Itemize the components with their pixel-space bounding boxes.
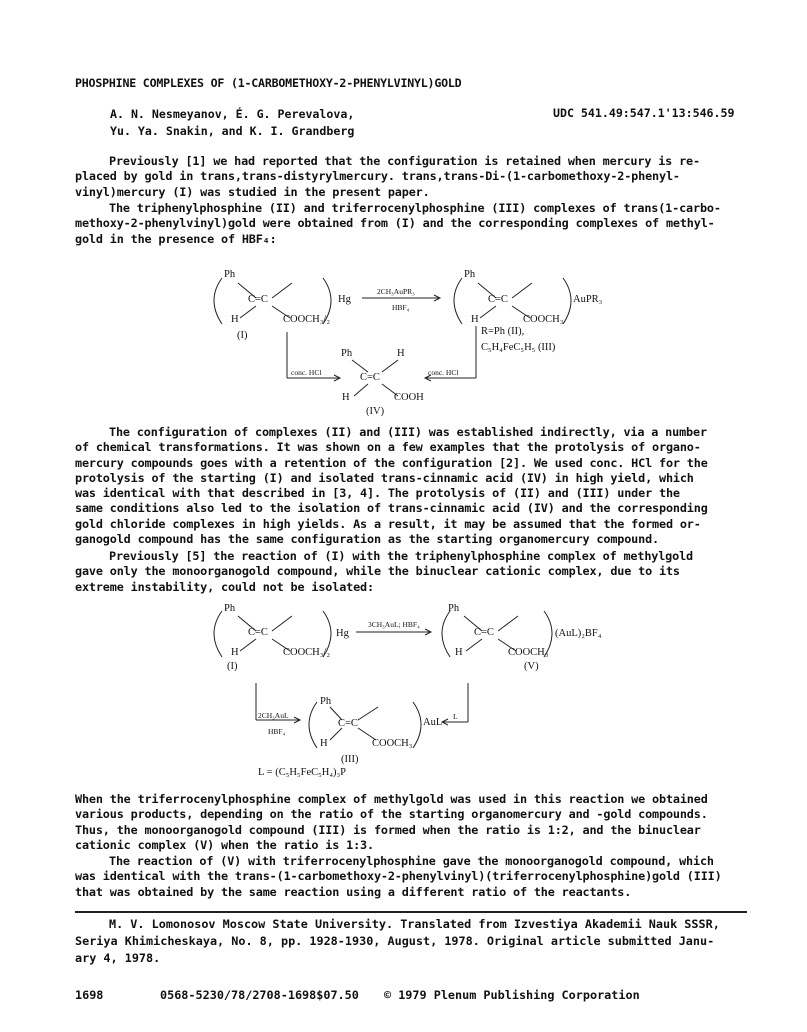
page-number: 1698 <box>75 988 104 1002</box>
text-line: Previously [5] the reaction of (I) with the triphenylphosphine complex of methylgold <box>109 549 693 563</box>
cooch3-label: COOCH₃/₂ <box>283 647 330 658</box>
reagent-conc-hcl: conc. HCl <box>291 368 322 377</box>
ligand-definition: L = (C₅H₅FeC₅H₄)₃P <box>258 767 347 778</box>
authors-line-1: A. N. Nesmeyanov, É. G. Perevalova, <box>110 107 355 121</box>
compound-label-V: (V) <box>524 661 539 672</box>
compound-label-IV: (IV) <box>366 406 385 417</box>
text-line: gave only the monoorganogold compound, while the binuclear cationic complex, due to its <box>75 564 680 579</box>
cooch3-label: COOCH₃ <box>372 738 413 749</box>
text-line: mercury compounds goes with a retention of the configuration [2]. We used conc. HCl for the <box>75 455 708 470</box>
cc-label: C=C <box>474 627 494 638</box>
paragraph-6 <box>75 854 747 900</box>
h-label: H <box>320 738 328 749</box>
text-line: gold chloride complexes in high yields. As a result, it may be assumed that the formed or- <box>75 516 701 531</box>
paragraph-5 <box>75 792 747 853</box>
footnote <box>75 916 720 967</box>
text-line: was identical with that described in [3, 4]. The protolysis of (II) and (III) under the <box>75 486 680 501</box>
reagent-label: 2CH₃AuL <box>258 711 289 720</box>
reagent-label: 2CH₃AuPR₃ <box>377 287 415 296</box>
text-line: protolysis of the starting (I) and isolated trans-cinnamic acid (IV) in high yield, which <box>75 470 694 485</box>
text-line: various products, depending on the ratio of the starting organomercury and -gold compounds. <box>75 807 708 822</box>
h-label: H <box>471 314 479 325</box>
h-label: H <box>342 392 350 403</box>
ph-label: Ph <box>448 603 460 614</box>
text-line: that was obtained by the same reaction using a different ratio of the reactants. <box>75 884 632 899</box>
compound-label-I: (I) <box>237 330 248 341</box>
text-line: same conditions also led to the isolation of trans-cinnamic acid (IV) and the corresponding <box>75 501 708 516</box>
text-line: The triphenylphosphine (II) and triferrocenylphosphine (III) complexes of trans(1-carbo- <box>109 201 721 215</box>
footnote-line: M. V. Lomonosov Moscow State University. Translated from Izvestiya Akademii Nauk SSSR, <box>109 917 720 931</box>
text-line: methoxy-2-phenylvinyl)gold were obtained from (I) and the corresponding complexes of methyl- <box>75 216 715 231</box>
text-line: placed by gold in trans,trans-distyrylmercury. trans,trans-Di-(1-carbomethoxy-2-phenyl- <box>75 169 680 184</box>
cc-label: C=C <box>360 372 380 383</box>
cc-label: C=C <box>338 718 358 729</box>
ph-label: Ph <box>224 269 236 280</box>
h-label: H <box>231 647 239 658</box>
h-label: H <box>397 348 405 359</box>
ligand-arrow-label: L <box>453 712 458 721</box>
reagent-label: 3CH₃AuL; HBF₄ <box>368 620 420 629</box>
cc-label: C=C <box>248 294 268 305</box>
hg-label: Hg <box>336 628 349 639</box>
reagent-conc-hcl: conc. HCl <box>428 368 459 377</box>
footnote-line: Seriya Khimicheskaya, No. 8, pp. 1928-1930, August, 1978. Original article submitted Janu- <box>75 934 715 948</box>
text-line: of chemical transformations. It was shown on a few examples that the protolysis of organo- <box>75 440 701 455</box>
footnote-line: ary 4, 1978. <box>75 951 161 965</box>
h-label: H <box>231 314 239 325</box>
cooh-label: COOH <box>394 392 424 403</box>
text-line: The configuration of complexes (II) and (III) was established indirectly, via a number <box>109 425 707 439</box>
text-line: vinyl)mercury (I) was studied in the present paper. <box>75 184 430 199</box>
text-line: cationic complex (V) when the ratio is 1:3. <box>75 837 374 852</box>
compound-label-I: (I) <box>227 661 238 672</box>
text-line: Previously [1] we had reported that the configuration is retained when mercury is re- <box>109 154 700 168</box>
footnote-divider <box>75 911 747 913</box>
copyright: © 1979 Plenum Publishing Corporation <box>384 988 640 1002</box>
ph-label: Ph <box>464 269 476 280</box>
reagent-label: HBF₄ <box>268 727 286 736</box>
ph-label: Ph <box>224 603 236 614</box>
udc-code: UDC 541.49:547.1'13:546.59 <box>553 106 735 120</box>
authors-line-2: Yu. Ya. Snakin, and K. I. Grandberg <box>110 124 355 138</box>
cc-label: C=C <box>248 627 268 638</box>
text-line: was identical with the trans-(1-carbomethoxy-2-phenylvinyl)(triferrocenylphosphine)gold (III) <box>75 869 722 884</box>
text-line: ganogold compound has the same configuration as the starting organomercury compound. <box>75 532 659 547</box>
compound-label-III: (III) <box>341 754 359 765</box>
cooch3-label: COOCH₃/₂ <box>283 314 330 325</box>
cooch3-label: COOCH₃ <box>508 647 549 658</box>
article-code: 0568-5230/78/2708-1698$07.50 <box>160 988 359 1002</box>
text-line: When the triferrocenylphosphine complex of methylgold was used in this reaction we obtained <box>75 792 708 806</box>
ph-label: Ph <box>320 696 332 707</box>
article-title: PHOSPHINE COMPLEXES OF (1-CARBOMETHOXY-2-PHENYLVINYL)GOLD <box>75 76 462 90</box>
text-line: The reaction of (V) with triferrocenylphosphine gave the monoorganogold compound, which <box>109 854 714 868</box>
cooch3-label: COOCH₃ <box>523 314 564 325</box>
hg-label: Hg <box>338 294 351 305</box>
text-line: extreme instability, could not be isolated: <box>75 579 374 594</box>
ph-label: Ph <box>341 348 353 359</box>
product-ligand-label: AuPR₃ <box>573 294 603 305</box>
text-line: Thus, the monoorganogold compound (III) is formed when the ratio is 1:2, and the binuclear <box>75 822 701 837</box>
reagent-label: HBF₄ <box>392 303 410 312</box>
product-ligand-label: (AuL)₂BF₄ <box>555 628 602 639</box>
r-definition: R=Ph (II), <box>481 326 525 337</box>
text-line: gold in the presence of HBF₄: <box>75 231 277 246</box>
h-label: H <box>455 647 463 658</box>
r-definition: C₅H₄FeC₅H₅ (III) <box>481 342 556 353</box>
cc-label: C=C <box>488 294 508 305</box>
aul-label: AuL <box>423 717 443 728</box>
